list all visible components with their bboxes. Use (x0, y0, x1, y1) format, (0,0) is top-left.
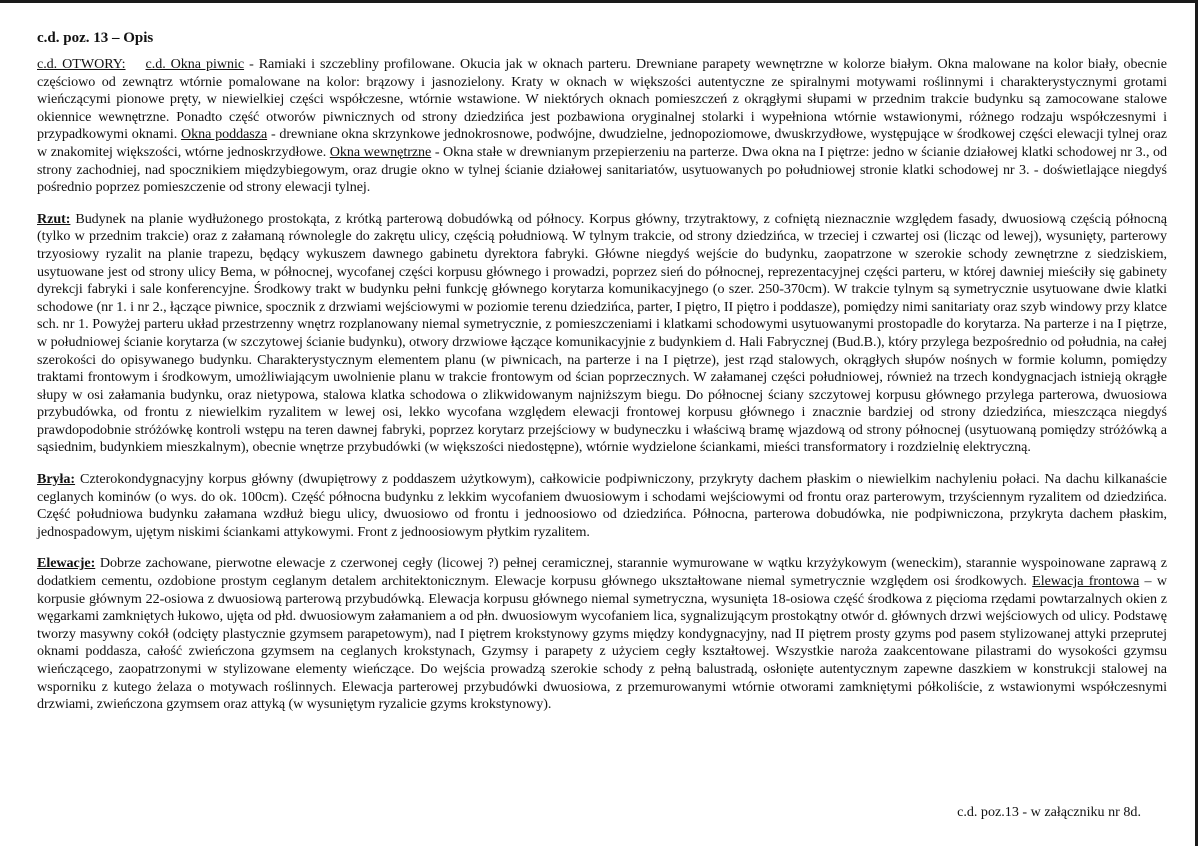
subheading-elewacja-frontowa: Elewacja frontowa (1032, 573, 1140, 590)
text-elewacja-frontowa: – w korpusie głównym 22-osiowa z dwuosiową parterową przybudówką. Elewacja korpusu głównego niemal symetryczna, wysunięta 18-osiowa część środkowa z pięcioma rzędami powtarzalnych okien z węgarkami zamkniętych łukowo, ujęta od płd. dwuosiowym załamaniem a od płn. dwuosiowym wycofaniem lica, sygnalizującym prostokątny otwór d. głównych drzwi wejściowych od ulicy. Podstawę tworzy masywny cokół (odcięty plastycznie gzymsem parapetowym), nad I piętrem krokstynowy gzyms między kondygnacyjny, nad II piętrem prosty gzyms pod pasem stylizowanej attyki przeprutej oknami poddasza, całość zwieńczona gzymsem na ceglanych krokstynach, Gzymsy i parapety z użyciem cegły kształtowej. Wszystkie naroża zaakcentowane pilastrami do wysokości gzymsu wieńczącego, zaopatrzonymi w stylizowane elementy wieńczące. Do wejścia prowadzą szerokie schody z pełną balustradą, osłonięte autentycznym zapewne daszkiem w konstrukcji stalowej na wsporniku z kutego żelaza o motywach roślinnych. Elewacja parterowej przybudówki dwuosiowa, z przemurowanymi wtórnie otworami zamkniętymi półkoliście, z wstawionymi współczesnymi drzwiami, zwieńczona gzymsem oraz attyką (w wysuniętym ryzalicie gzyms krokstynowy). (37, 573, 1167, 713)
section-label-bryla: Bryła: (37, 471, 76, 488)
subheading-okna-poddasza: Okna poddasza (180, 126, 268, 143)
section-label-elewacje: Elewacje: (37, 555, 96, 572)
text-elewacje: Dobrze zachowane, pierwotne elewacje z czerwonej cegły (licowej ?) pełnej ceramicznej, starannie wymurowane w wątku krzyżykowym (weneckim), starannie wyspoinowane zaprawą z dodatkiem cementu, ozdobione prostym ceglanym detalem architektonicznym. Elewacje korpusu głównego ukształtowane niemal symetrycznie względem osi środkowych. (37, 555, 1167, 590)
section-bryla (37, 471, 1167, 541)
text-bryla: Czterokondygnacyjny korpus główny (dwupiętrowy z poddaszem użytkowym), całkowicie podpiwniczony, przykryty dachem płaskim o niewielkim nachyleniu połaci. Na dachu kilkanaście ceglanych kominów (o wys. do ok. 100cm). Część północna budynku z lekkim wycofaniem dwuosiowym i schodami wejściowymi od frontu oraz parterowym, trzyściennym ryzalitem od dziedzińca. Część południowa budynku załamana wzdłuż biegu ulicy, dwuosiowo od frontu i jednoosiowo od dziedzińca. Północna, parterowa dobudówka, nie podpiwniczona, przykryta dachem płaskim, jednospadowym, ujętym niskimi ściankami attykowymi. Front z jednoosiowym płytkim ryzalitem. (37, 471, 1167, 540)
text-okna-poddasza: - drewniane okna skrzynkowe jednokrosnowe, podwójne, dwudzielne, jednopoziomowe, dwuskrzydłowe, występujące w środkowej części elewacji tylnej oraz w znakomitej większości, wtórne jednoskrzydłowe. (37, 126, 1167, 160)
continuation-note: c.d. poz.13 - w załączniku nr 8d. (957, 804, 1141, 820)
section-elewacje (37, 555, 1167, 713)
section-label-rzut: Rzut: (37, 210, 71, 227)
text-okna-wewnetrzne: - Okna stałe w drewnianym przepierzeniu na parterze. Dwa okna na I piętrze: jedno w ścianie działowej klatki schodowej nr 3., od strony zachodniej, nad spocznikiem międzybiegowym, oraz drugie okno w tylnej ścianie działowej sanitariatów, usytuowanych po południowej stronie klatki schodowej nr 3. - doświetlające niegdyś pośrednio poprzez pomieszczenie od strony elewacji tylnej. (37, 143, 1167, 196)
text-rzut: Budynek na planie wydłużonego prostokąta, z krótką parterową dobudówką od północy. Korpus główny, trzytraktowy, z cofniętą nieznacznie względem fasady, dwuosiową częścią północną (tylko w przednim trakcie) oraz z załamaną równolegle do zakrętu ulicy, częścią południową. W tylnym trakcie, od strony dziedzińca, w trzeciej i czwartej osi (licząc od lewej), wysunięty, parterowy trzyosiowy ryzalit na planie trapezu, będący wykuszem dawnego gabinetu dyrektora fabryki. Główne niegdyś wejście do budynku, zaopatrzone w szerokie schody zewnętrzne z siedziskiem, usytuowane jest od strony ulicy Bema, w północnej, wycofanej części korpusu głównego i prowadzi, poprzez sień do północnej, reprezentacyjnej części parteru, w której dawniej mieściły się gabinety dyrekcji fabryki i sale konferencyjne. Środkowy trakt w budynku pełni funkcję głównego korytarza komunikacyjnego (o szer. 250-370cm). W trakcie tylnym są symetrycznie usytuowane dwie klatki schodowe (nr 1. i nr 2., łączące piwnice, spocznik z drzwiami wejściowymi w poziomie terenu dziedzińca, parter, I piętro, II piętro i poddasze), pomiędzy nimi sanitariaty oraz szyb windowy przy klatce sch. nr 1. Powyżej parteru układ przestrzenny wnętrz rozplanowany niemal symetrycznie, z pomieszczeniami i klatkami schodowymi usytuowanymi prostopadle do korytarza. Na parterze i na I piętrze, w południowej ścianie korytarza (w szczytowej ścianie budynku), otwory drzwiowe łączące komunikacyjnie z budynkiem d. Hali Fabrycznej (Bud.B.), który przylega bezpośrednio od południa, na całej szerokości do opisywanego budynku. Charakterystycznym elementem planu (w piwnicach, na parterze i na I piętrze), jest rząd stalowych, okrągłych słupów nośnych w formie kolumn, pomiędzy traktami frontowym i środkowym, umożliwiającym uwolnienie planu w trakcie frontowym od ścian poprzecznych. W załamanej części południowej, również na trzech kondygnacjach istnieją okrągłe słupy w osi załamania budynku, oraz nietypowa, stalowa klatka schodowa o zlikwidowanym najniższym biegu. Do północnej ściany szczytowej korpusu głównego przylega parterowa, dwuosiowa przybudówka, od frontu z niewielkim ryzalitem w lewej osi, lekko wycofana względem elewacji frontowej korpusu głównego i znacznie bardziej od strony dziedzińca, mieszcząca niegdyś prawdopodobnie stróżówkę kontroli wstępu na teren dawnej fabryki, poprzez korytarz przejściowy w budyneczku i właściwą bramę wjazdową od strony północnej (usytuowaną pomiędzy stróżówką a sąsiednim, budynkiem mieszkalnym), obecnie wnętrze przybudówki (w większości niedostępne), wtórnie wydzielone ściankami, mieści transformatory i rozdzielnię elektryczną. (37, 210, 1168, 456)
section-otwory (37, 56, 1167, 197)
subheading-okna-wewnetrzne: Okna wewnętrzne (329, 143, 432, 160)
section-rzut (37, 211, 1167, 457)
text-okna-piwnic: - Ramiaki i szczebliny profilowane. Okucia jak w oknach parteru. Drewniane parapety wewnętrzne w kolorze białym. Okna malowane na kolor biały, obecnie częściowo od zewnątrz wtórnie pomalowane na kolor: brązowy i jasnozielony. Kraty w oknach w większości autentyczne ze spiralnymi motywami roślinnymi i charakterystycznymi grotami wieńczącymi pionowe pręty, w niewielkiej części współczesne, wtórnie wstawione. W niektórych oknach pomieszczeń z okrągłymi słupami w przednim trakcie budynku są zamocowane stalowe okiennice wewnętrzne. Ponadto część otworów piwnicznych od strony dziedzińca jest pozbawiona oryginalnej stolarki i wypełniona wtórnie wstawionymi, różnego rodzaju współczesnymi i przypadkowymi oknami. (37, 56, 1167, 143)
subheading-okna-piwnic: c.d. Okna piwnic (145, 56, 245, 72)
section-label-otwory: c.d. OTWORY: (37, 56, 126, 72)
page-heading: c.d. poz. 13 – Opis (37, 30, 154, 46)
